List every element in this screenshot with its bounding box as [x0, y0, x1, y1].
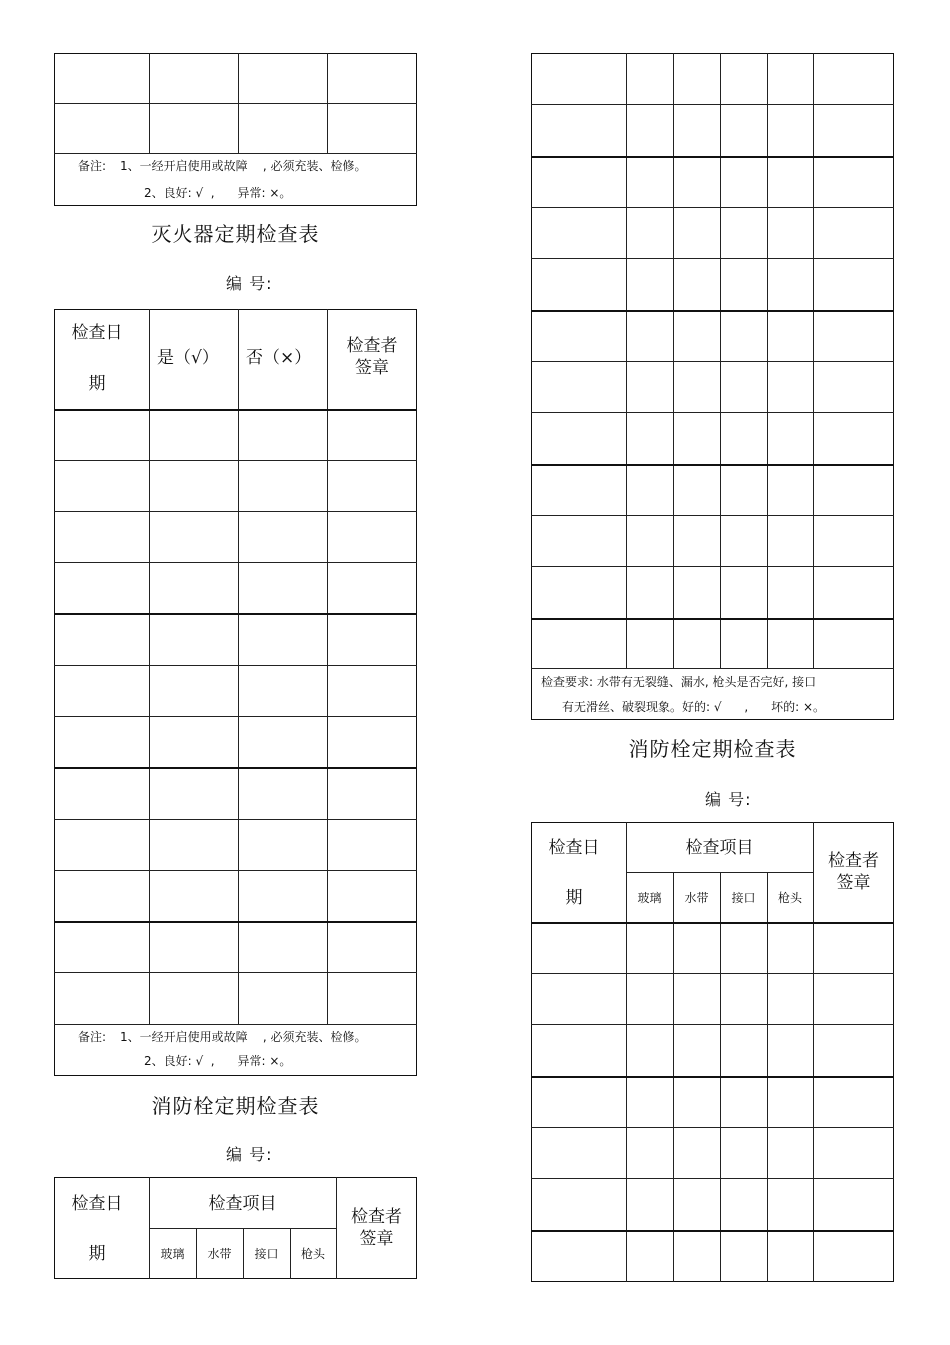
grid-line	[54, 511, 417, 512]
grid-line	[531, 104, 894, 105]
grid-line	[531, 258, 894, 259]
hydrant-note-line-1: 检查要求: 水带有无裂缝、漏水, 枪头是否完好, 接口	[541, 675, 817, 689]
grid-line	[54, 460, 417, 461]
header-joint: 接口	[254, 1247, 279, 1261]
hydrant-form-title: 消防栓定期检查表	[628, 737, 797, 761]
grid-line	[54, 153, 417, 154]
header-inspector-top: 检查者	[828, 851, 879, 871]
grid-line	[327, 309, 328, 1024]
header-inspector-bottom: 签章	[359, 1229, 394, 1249]
header-nozzle: 枪头	[300, 1247, 325, 1261]
grid-line	[531, 412, 894, 413]
grid-line	[54, 870, 417, 871]
grid-line	[54, 767, 417, 769]
grid-line	[531, 1024, 894, 1025]
header-joint: 接口	[731, 891, 756, 905]
header-glass: 玻璃	[637, 891, 662, 905]
hydrant-serial-label: 编 号:	[705, 790, 752, 809]
header-items: 检查项目	[208, 1194, 277, 1214]
grid-line	[54, 716, 417, 717]
grid-line	[531, 618, 894, 620]
hydrant-serial-label: 编 号:	[226, 1145, 273, 1164]
grid-line	[238, 309, 239, 1024]
grid-line	[531, 973, 894, 974]
note-label: 备注:	[78, 1030, 107, 1044]
grid-line	[54, 819, 417, 820]
note-line-2: 2、良好: √ , 异常: ×。	[144, 186, 292, 200]
grid-line	[54, 921, 417, 923]
grid-line	[531, 361, 894, 362]
grid-line	[149, 309, 150, 1024]
grid-line	[531, 1178, 894, 1179]
extinguisher-table	[54, 309, 417, 1076]
header-date-top: 检查日	[71, 323, 123, 343]
header-inspector-top: 检查者	[351, 1207, 402, 1227]
grid-line	[531, 1230, 894, 1232]
header-nozzle: 枪头	[777, 891, 802, 905]
grid-line	[531, 566, 894, 567]
grid-line	[531, 464, 894, 466]
grid-line	[531, 515, 894, 516]
note-line-2: 2、良好: √ , 异常: ×。	[144, 1054, 292, 1068]
note-label: 备注:	[78, 159, 107, 173]
grid-line	[531, 310, 894, 312]
header-date-bottom: 期	[565, 888, 583, 908]
header-inspector-bottom: 签章	[355, 358, 389, 378]
header-date-top: 检查日	[71, 1194, 123, 1214]
header-date-bottom: 期	[88, 374, 106, 394]
header-yes: 是（√）	[157, 348, 219, 368]
grid-line	[54, 665, 417, 666]
grid-line	[531, 922, 894, 924]
hydrant-form-title: 消防栓定期检查表	[151, 1094, 320, 1118]
grid-line	[531, 1076, 894, 1078]
header-hose: 水带	[207, 1247, 232, 1261]
header-date-top: 检查日	[548, 838, 600, 858]
grid-line	[54, 972, 417, 973]
header-glass: 玻璃	[160, 1247, 185, 1261]
grid-line	[54, 613, 417, 615]
header-no: 否（×）	[246, 348, 312, 368]
header-date-bottom: 期	[88, 1244, 106, 1264]
grid-line	[54, 103, 417, 104]
extinguisher-form-title: 灭火器定期检查表	[151, 222, 320, 246]
grid-line	[531, 668, 894, 669]
extinguisher-serial-label: 编 号:	[226, 274, 273, 293]
hydrant-note-line-2: 有无滑丝、破裂现象。好的: √ , 坏的: ×。	[562, 700, 826, 714]
header-hose: 水带	[684, 891, 709, 905]
grid-line	[531, 207, 894, 208]
grid-line	[531, 1127, 894, 1128]
note-line-1: 1、一经开启使用或故障 , 必须充装、检修。	[120, 159, 367, 173]
header-items: 检查项目	[685, 838, 754, 858]
grid-line	[54, 1024, 417, 1025]
note-line-1: 1、一经开启使用或故障 , 必须充装、检修。	[120, 1030, 367, 1044]
grid-line	[54, 562, 417, 563]
header-inspector-bottom: 签章	[836, 873, 871, 893]
grid-line	[54, 409, 417, 411]
grid-line	[531, 156, 894, 158]
header-inspector-top: 检查者	[346, 336, 398, 356]
